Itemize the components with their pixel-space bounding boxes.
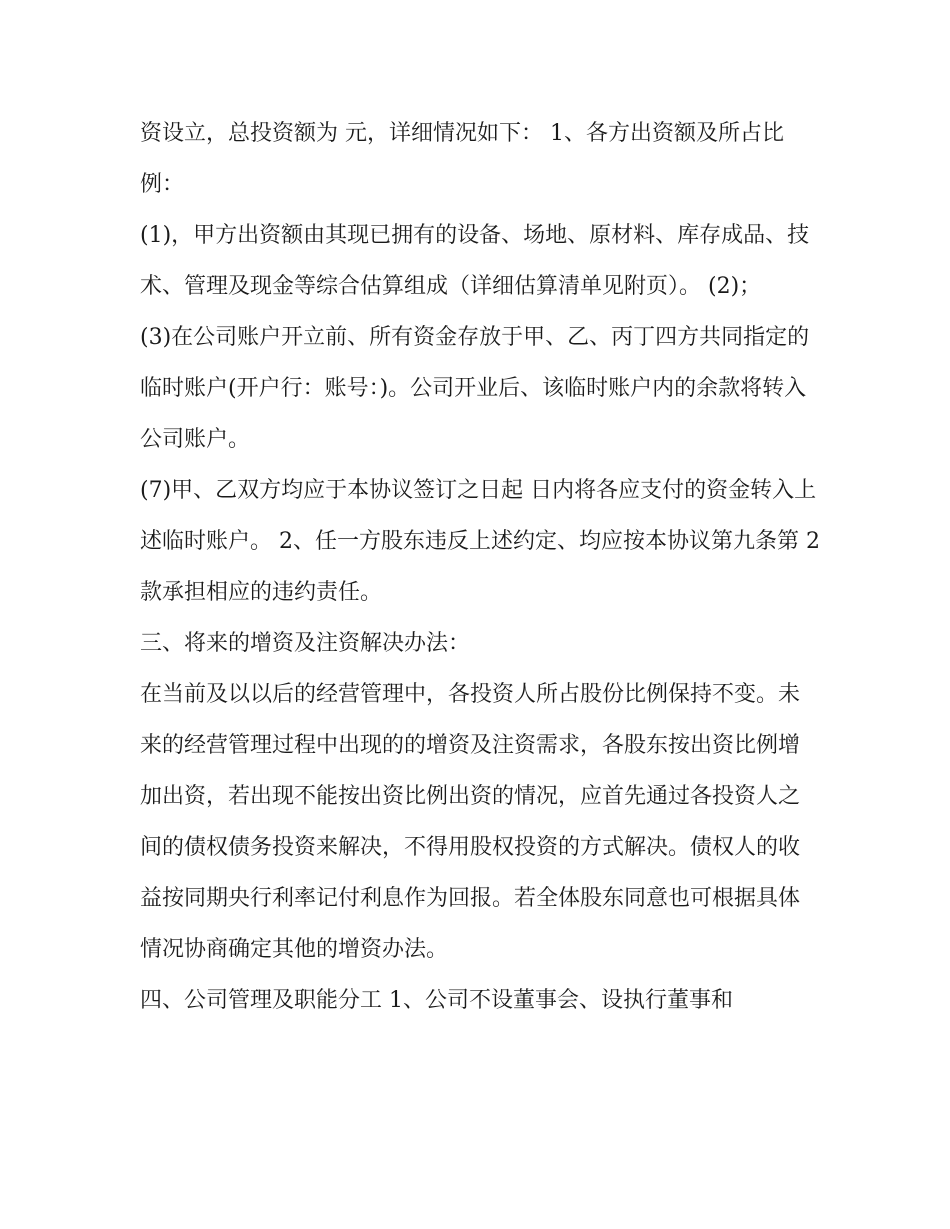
paragraph-capital-overview: 资设立，总投资额为 元，详细情况如下： 1、各方出资额及所占比例：	[140, 121, 784, 197]
document-body	[140, 108, 827, 1026]
section-heading-management: 四、公司管理及职能分工 1、公司不设董事会、设执行董事和	[140, 988, 733, 1013]
paragraph-party-a-contribution: (1)，甲方出资额由其现已拥有的设备、场地、原材料、库存成品、技术、管理及现金等综合估算组成（详细估算清单见附页）。 (2)；	[140, 223, 810, 299]
section-heading-capital-increase: 三、将来的增资及注资解决办法：	[140, 631, 471, 656]
paragraph-temporary-account: (3)在公司账户开立前、所有资金存放于甲、乙、丙丁四方共同指定的临时账户(开户行：账号：)。公司开业后、该临时账户内的余款将转入公司账户。	[140, 325, 810, 452]
paragraph-payment-deadline: (7)甲、乙双方均应于本协议签订之日起 日内将各应支付的资金转入上述临时账户。 2、任一方股东违反上述约定、均应按本协议第九条第 2 款承担相应的违约责任。	[140, 478, 827, 605]
paragraph-capital-increase-rules: 在当前及以以后的经营管理中，各投资人所占股份比例保持不变。未来的经营管理过程中出现的的增资及注资需求，各股东按出资比例增加出资，若出现不能按出资比例出资的情况，应首先通过各投资人之间的债权债务投资来解决，不得用股权投资的方式解决。债权人的收益按同期央行利率记付利息作为回报。若全体股东同意也可根据具体情况协商确定其他的增资办法。	[140, 682, 801, 962]
